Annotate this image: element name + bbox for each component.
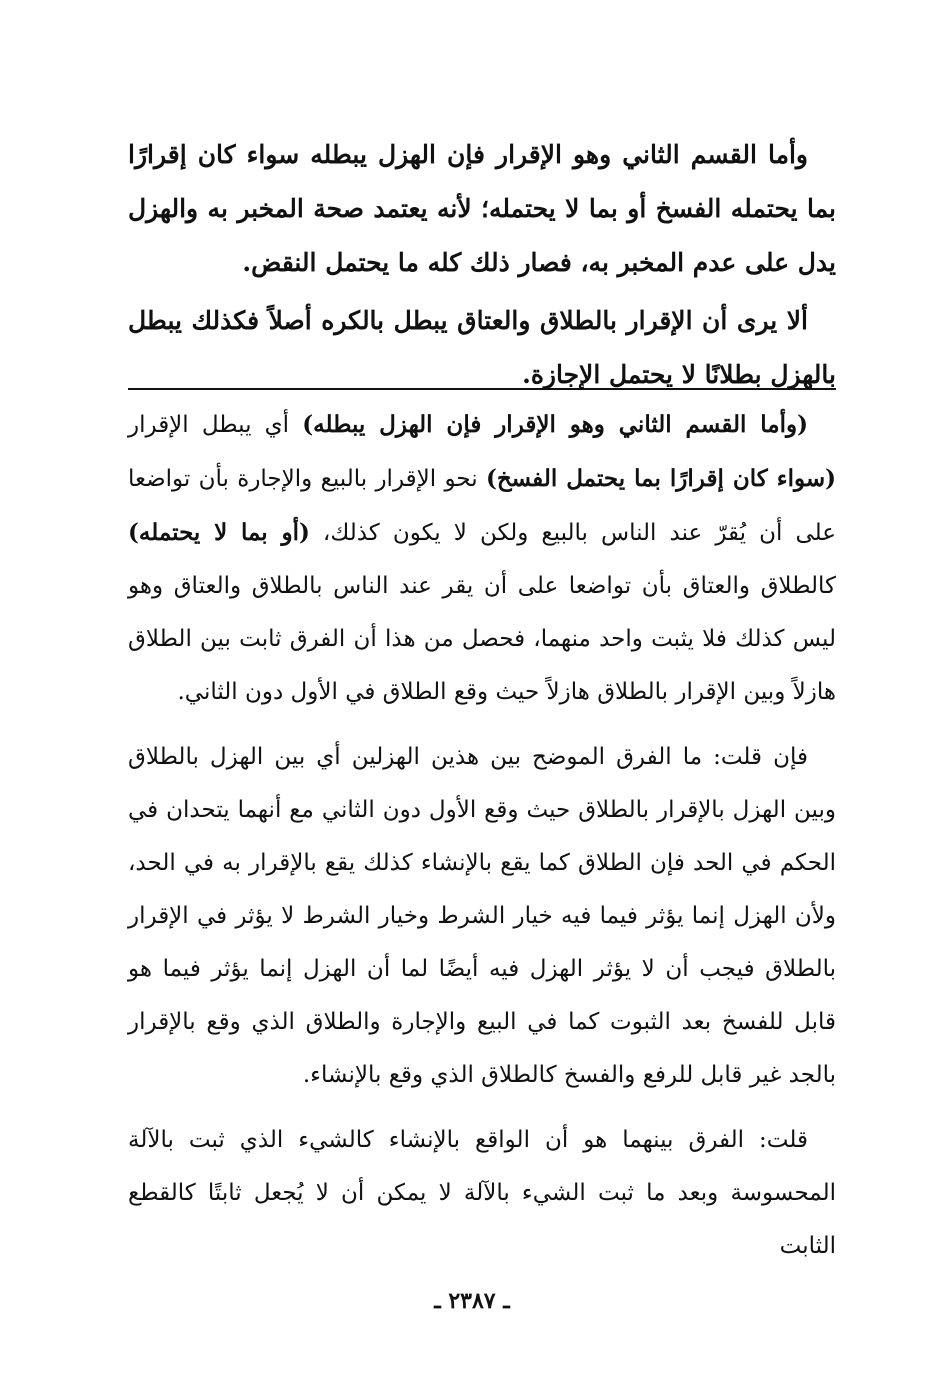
commentary-paragraph [128, 398, 836, 719]
commentary-paragraph: قلت: الفرق بينهما هو أن الواقع بالإنشاء كالشيء الذي ثبت بالآلة المحسوسة وبعد ما ثبت الشيء بالآلة لا يمكن أن لا يُجعل ثابتًا كالقطع الثابت [128, 1127, 836, 1259]
main-text [128, 128, 836, 406]
commentary-text-run: كالطلاق والعتاق بأن تواضعا على أن يقر عند الناس بالطلاق والعتاق وهو ليس كذلك فلا يثبت واحد منهما، فحصل من هذا أن الفرق ثابت بين الطلاق هازلاً وبين الإقرار بالطلاق هازلاً حيث وقع الطلاق في الأول دون الثاني. [128, 573, 836, 705]
quoted-text: (سواء كان إقرارًا بما يحتمل الفسخ) [485, 465, 837, 492]
commentary-paragraph: فإن قلت: ما الفرق الموضح بين هذين الهزلين أي بين الهزل بالطلاق وبين الهزل بالإقرار بالطلاق حيث وقع الأول دون الثاني مع أنهما يتحدان في الحكم في الحد فإن الطلاق كما يقع بالإنشاء كذلك يقع بالإقرار به في الحد، ولأن الهزل إنما يؤثر فيما فيه خيار الشرط وخيار الشرط لا يؤثر في الإقرار بالطلاق فيجب أن لا يؤثر الهزل فيه أيضًا لما أن الهزل إنما يؤثر فيما هو قابل للفسخ بعد الثبوت كما في البيع والإجارة والطلاق الذي وقع بالإقرار بالجد غير قابل للرفع والفسخ كالطلاق الذي وقع بالإنشاء. [128, 744, 836, 1088]
commentary-text-run: أي يبطل الإقرار [128, 412, 303, 438]
commentary-text [128, 398, 836, 1285]
page-number: ـ ٢٣٨٧ ـ [434, 1288, 510, 1314]
section-divider [128, 388, 836, 390]
main-text-paragraph: وأما القسم الثاني وهو الإقرار فإن الهزل يبطله سواء كان إقرارًا بما يحتمله الفسخ أو بما لا يحتمله؛ لأنه يعتمد صحة المخبر به والهزل يدل على عدم المخبر به، فصار ذلك كله ما يحتمل النقض. [128, 140, 836, 277]
main-text-paragraph: ألا يرى أن الإقرار بالطلاق والعتاق يبطل بالكره أصلاً فكذلك يبطل بالهزل بطلانًا لا يحتمل الإجازة. [128, 306, 836, 389]
commentary-text-run: نحو الإقرار بالبيع والإجارة بأن تواضعا على أن يُقرّ عند الناس بالبيع ولكن لا يكون كذلك، [128, 466, 836, 546]
quoted-text: (أو بما لا يحتمله) [128, 519, 310, 546]
quoted-text: (وأما القسم الثاني وهو الإقرار فإن الهزل يبطله) [302, 411, 808, 438]
